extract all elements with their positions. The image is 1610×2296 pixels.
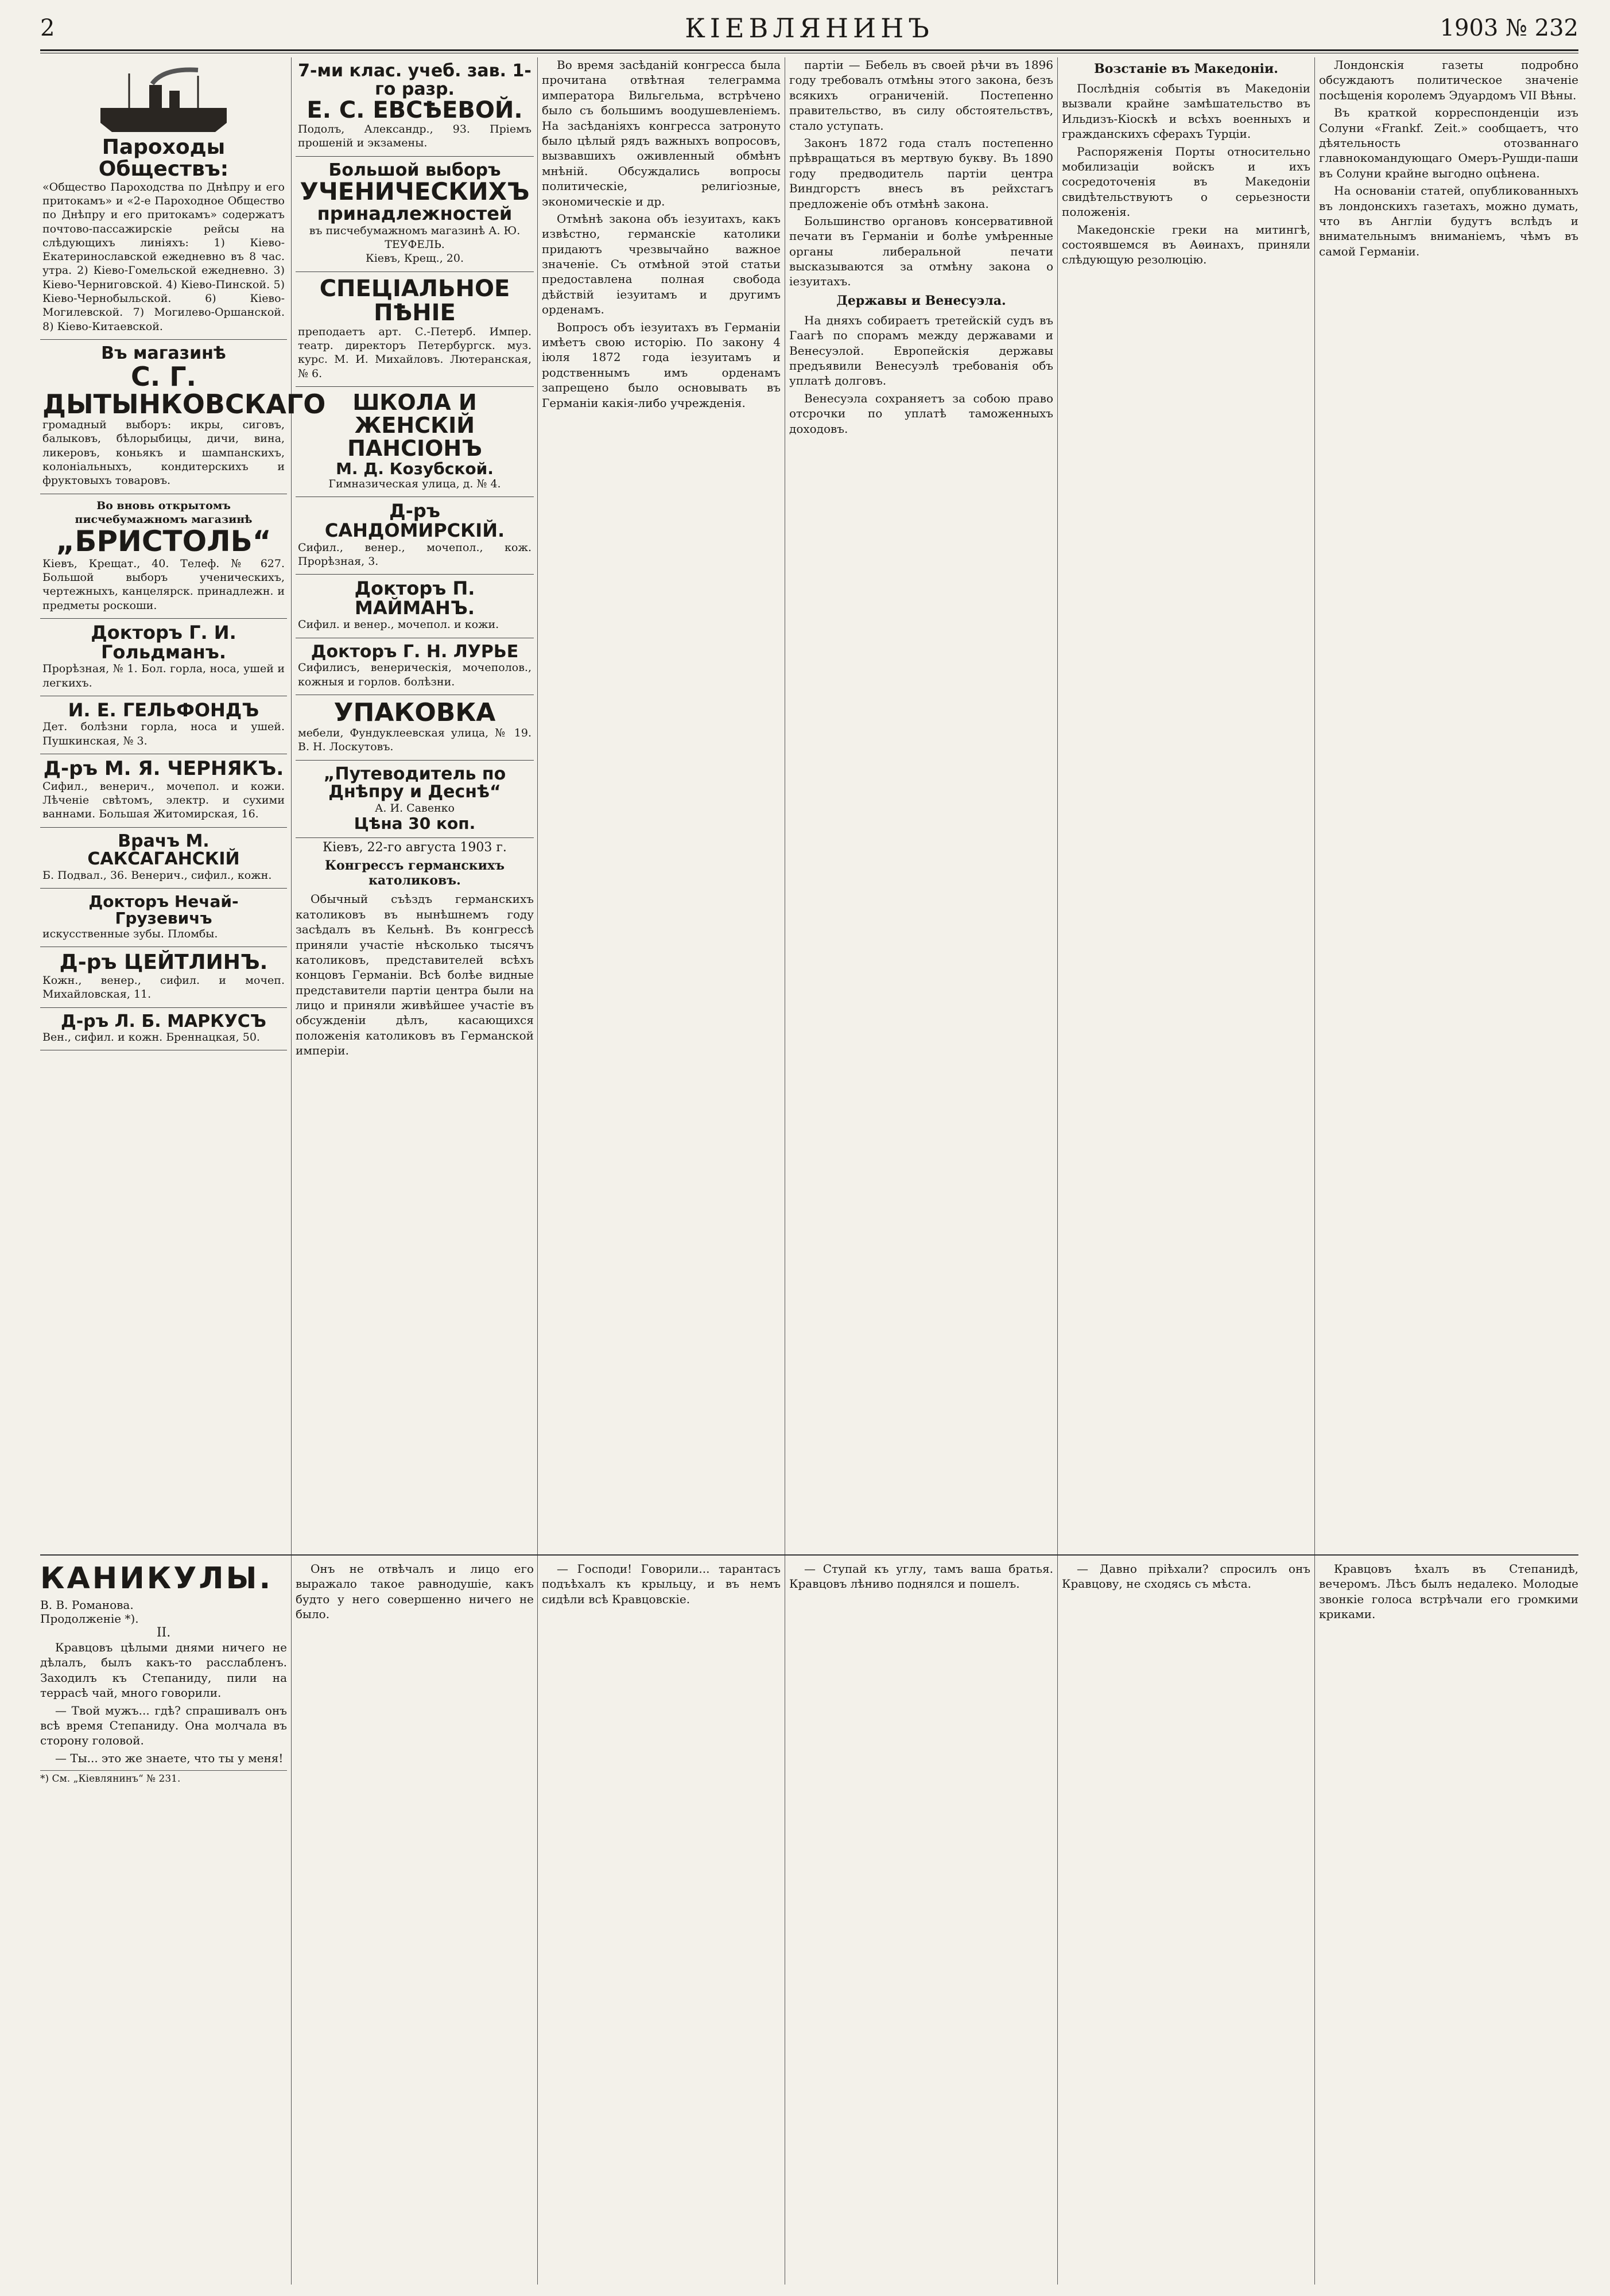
masthead — [40, 10, 1578, 45]
article-title: Конгрессъ германскихъ католиковъ. — [325, 858, 505, 889]
article-body — [296, 891, 534, 1058]
packing-head: УПАКОВКА — [333, 697, 496, 727]
column-divider — [1057, 57, 1058, 2285]
steamship-icon — [95, 62, 232, 137]
page-number: 2 — [40, 15, 55, 41]
paragraph: Вопросъ объ іезуитахъ въ Германіи имѣетъ свою исторію. По закону 4 іюля 1872 года іезуитамъ и родственнымъ имъ орденамъ запрещено было основывать въ Германіи какія-либо учрежденія. — [542, 320, 781, 410]
supplies-addr: Кіевъ, Крещ., 20. — [366, 252, 464, 265]
doctor-name: Докторъ Г. И. Гольдманъ. — [91, 622, 236, 663]
bristol-text: Кіевъ, Крещат., 40. Телеф. № 627. Большой выборъ ученическихъ, чертежныхъ, канцелярск. принадлежн. и предметы роскоши. — [42, 557, 285, 612]
doctor-text: Сифил., венерич., мочепол. и кожи. Лѣченіе свѣтомъ, электр. и сухими ваннами. Большая Житомирская, 16. — [42, 779, 285, 821]
packing-ad — [296, 695, 534, 761]
doctor-name: И. Е. ГЕЛЬФОНДЪ — [68, 699, 259, 721]
supplies-head: Большой выборъ — [328, 160, 501, 180]
school-ad — [296, 57, 534, 157]
masthead-rule — [40, 49, 1578, 53]
doctor-name: Д-ръ Л. Б. МАРКУСЪ — [60, 1011, 266, 1031]
column-divider — [1314, 57, 1315, 2285]
doctor-ad — [40, 696, 287, 754]
paragraph: Македонскіе греки на митингѣ, состоявшемся въ Аѳинахъ, приняли слѣдующую резолюцію. — [1062, 222, 1310, 267]
doctor-ad — [296, 575, 534, 638]
doctor-ad — [40, 828, 287, 889]
article-column — [1062, 57, 1310, 1550]
feuilleton-column — [542, 1561, 781, 2285]
doctor-name: Докторъ Нечай-Грузевичъ — [88, 892, 239, 928]
pension-addr: Гимназическая улица, д. № 4. — [328, 478, 501, 491]
pension-ad — [296, 387, 534, 497]
paragraph: — Господи! Говорили... тарантасъ подъѣхалъ къ крыльцу, и въ немъ сидѣли всѣ Кравцовскіе. — [542, 1562, 781, 1606]
feuilleton-column — [1062, 1561, 1310, 2285]
doctor-ad — [40, 1008, 287, 1051]
bristol-name: „БРИСТОЛЬ“ — [56, 525, 271, 559]
paragraph: — Ступай къ углу, тамъ ваша братья. Кравцовъ лѣниво поднялся и пошелъ. — [789, 1562, 1053, 1591]
doctor-text: Сифил. и венер., мочепол. и кожи. — [298, 618, 499, 631]
doctor-ad — [296, 497, 534, 575]
doctor-ad — [40, 754, 287, 828]
guide-price: Цѣна 30 коп. — [354, 813, 476, 833]
paragraph: Кравцовъ ѣхалъ въ Степанидѣ, вечеромъ. Лѣсъ былъ недалеко. Молодые звонкіе голоса встрѣчали его громкими криками. — [1319, 1562, 1578, 1622]
ads-column-right — [296, 57, 534, 1550]
school-head: 7-ми клас. учеб. зав. 1-го разр. — [298, 61, 532, 99]
feuilleton-column — [296, 1561, 534, 2285]
steamers-title: Пароходы Обществъ: — [98, 135, 229, 181]
paragraph: партіи — Бебель въ своей рѣчи въ 1896 году требовалъ отмѣны этого закона, безъ всякихъ ограниченій. Постепенно правительство, въ силу обстоятельствъ, стало уступать. — [789, 58, 1053, 133]
article-column — [789, 57, 1053, 1550]
dytynkovsky-ad — [40, 340, 326, 494]
guide-head: „Путеводитель по Днѣпру и Деснѣ“ — [323, 763, 506, 802]
doctor-text: Прорѣзная, № 1. Бол. горла, носа, ушей и легкихъ. — [42, 662, 285, 689]
shop-text: громадный выборъ: икры, сиговъ, балыковъ, бѣлорыбицы, дичи, вина, ликеровъ, коньякъ и шампанскихъ, колоніальныхъ, кондитерскихъ и фруктовыхъ товаровъ. — [42, 418, 285, 487]
doctor-text: Вен., сифил. и кожн. Бреннацкая, 50. — [42, 1031, 260, 1044]
guide-ad — [296, 761, 534, 839]
paragraph: На основаніи статей, опубликованныхъ въ лондонскихъ газетахъ, можно думать, что въ Англіи будутъ вслѣдъ и внимательнымъ вниманіемъ, чѣмъ въ самой Германіи. — [1319, 184, 1578, 258]
school-text: Подолъ, Александр., 93. Пріемъ прошеній и экзамены. — [298, 123, 532, 150]
doctor-text: Сифил., венер., мочепол., кож. Прорѣзная, 3. — [298, 541, 532, 568]
bristol-ad — [40, 494, 287, 619]
paragraph: — Давно пріѣхали? спросилъ онъ Кравцову, не сходясь съ мѣста. — [1062, 1562, 1310, 1591]
paragraph: На дняхъ собираетъ третейскій судъ въ Гаагѣ по спорамъ между державами и Венесуэлой. Европейскія державы предъявили Венесуэлѣ требованія объ уплатѣ долговъ. — [789, 313, 1053, 388]
article-column — [542, 57, 781, 1550]
doctor-ad — [40, 947, 287, 1007]
paragraph: Венесуэла сохраняетъ за собою право отсрочки по уплатѣ таможенныхъ доходовъ. — [789, 391, 1053, 436]
article-title: Возстаніе въ Македоніи. — [1094, 61, 1278, 76]
shop-intro: Въ магазинѣ — [101, 343, 226, 364]
feuilleton-body — [40, 1640, 287, 1766]
singing-head: СПЕЦІАЛЬНОЕ ПѢНІЕ — [319, 275, 510, 326]
paragraph: Законъ 1872 года сталъ постепенно прѣвращаться въ мертвую букву. Въ 1890 году предводитель партіи центра Виндгорстъ внесъ въ рейхстагъ предложеніе объ отмѣнѣ закона. — [789, 135, 1053, 211]
school-name: Е. С. ЕВСѢЕВОЙ. — [307, 97, 523, 123]
doctor-ad — [40, 889, 287, 947]
dateline: Кіевъ, 22-го августа 1903 г. — [323, 840, 507, 855]
paragraph: — Ты... это же знаете, что ты у меня! — [55, 1751, 284, 1765]
issue-number: 1903 № 232 — [1440, 15, 1578, 41]
feuilleton-column — [1319, 1561, 1578, 2285]
feuilleton-author: В. В. Романова. — [40, 1598, 134, 1612]
doctor-text: Б. Подвал., 36. Венерич., сифил., кожн. — [42, 868, 272, 882]
feuilleton-divider — [40, 1554, 1578, 1556]
steamers-ad — [40, 57, 287, 340]
paragraph: Большинство органовъ консервативной печати въ Германіи и болѣе умѣренные органы либеральной печати высказываются за отмѣну закона о іезуитахъ. — [789, 214, 1053, 289]
steamers-text: «Общество Пароходства по Днѣпру и его притокамъ» и «2-е Пароходное Общество по Днѣпру и его притокамъ» содержатъ почтово-пассажирскіе рейсы на слѣдующихъ линіяхъ: 1) Кіево-Екатеринославской ежедневно въ 8 час. утра. 2) Кіево-Гомельской ежедневно. 3) Кіево-Черниговской. 4) Кіево-Пинской. 5) Кіево-Чернобыльской. 6) Кіево-Могилевской. 7) Могилево-Оршанской. 8) Кіево-Китаевской. — [42, 180, 285, 333]
paragraph: Распоряженія Порты относительно мобилизаціи войскъ и ихъ сосредоточенія въ Македоніи свидѣтельствуютъ о серьезности положенія. — [1062, 144, 1310, 219]
supplies-ad — [296, 157, 534, 272]
singing-text: преподаетъ арт. С.-Петерб. Импер. театр. директоръ Петербургск. муз. курс. М. И. Михайловъ. Лютеранская, № 6. — [298, 325, 532, 380]
guide-author: А. И. Савенко — [375, 801, 455, 815]
doctor-name: Докторъ П. МАЙМАНЪ. — [354, 577, 475, 619]
feuilleton-footnote: *) См. „Кіевлянинъ“ № 231. — [40, 1770, 287, 1785]
feuilleton-note: Продолженіе *). — [40, 1612, 139, 1626]
doctor-text: Сифилисъ, венерическія, мочеполов., кожныя и горлов. болѣзни. — [298, 661, 532, 688]
paragraph: Отмѣнѣ закона объ іезуитахъ, какъ извѣстно, германскіе католики придаютъ чрезвычайно важное значеніе. Съ отмѣной этой статьи предоставлена полная свобода дѣйствій іезуитамъ и другимъ орденамъ. — [542, 211, 781, 317]
newspaper-title: КІЕВЛЯНИНЪ — [685, 13, 934, 44]
column-divider — [537, 57, 538, 2285]
doctor-name: Д-ръ САНДОМИРСКІЙ. — [324, 500, 505, 541]
article-column — [1319, 57, 1578, 1550]
doctor-name: Докторъ Г. Н. ЛУРЬЕ — [311, 641, 519, 662]
feuilleton-title: КАНИКУЛЫ. — [40, 1561, 273, 1596]
ads-column-left — [40, 57, 326, 1550]
feuilleton-part: II. — [156, 1626, 171, 1640]
paragraph: Послѣднія событія въ Македоніи вызвали крайне замѣшательство въ Ильдизъ-Кіоскѣ и всѣхъ военныхъ и гражданскихъ сферахъ Турціи. — [1062, 82, 1310, 141]
supplies-shop: въ писчебумажномъ магазинѣ А. Ю. ТЕУФЕЛЬ. — [309, 224, 521, 251]
doctor-ad — [296, 638, 534, 695]
paragraph: Лондонскія газеты подробно обсуждаютъ политическое значеніе посѣщенія королемъ Эдуардомъ VII Вѣны. — [1319, 58, 1578, 102]
pension-name: М. Д. Козубской. — [336, 459, 494, 478]
packing-text: мебели, Фундуклеевская улица, № 19. В. Н. Лоскутовъ. — [298, 727, 532, 754]
doctor-text: Кожн., венер., сифил. и мочеп. Михайловская, 11. — [42, 974, 285, 1001]
paragraph: — Твой мужъ... гдѣ? спрашивалъ онъ всѣ время Степаниду. Она молчала въ сторону головой. — [40, 1703, 287, 1748]
singing-ad — [296, 272, 534, 387]
feuilleton-column — [789, 1561, 1053, 2285]
doctor-name: Д-ръ ЦЕЙТЛИНЪ. — [59, 951, 268, 975]
paragraph: Кравцовъ цѣлыми днями ничего не дѣлалъ, былъ какъ-то расслабленъ. Заходилъ къ Степаниду, пили на террасѣ чай, много говорили. — [40, 1640, 287, 1700]
feuilleton-column — [40, 1561, 287, 2285]
paragraph: Онъ не отвѣчалъ и лицо его выражало такое равнодушіе, какъ будто у него совершенно ничего не было. — [296, 1562, 534, 1622]
shop-name: С. Г. ДЫТЫНКОВСКАГО — [42, 360, 326, 420]
doctor-text: искусственные зубы. Пломбы. — [42, 927, 218, 940]
article-title: Державы и Венесуэла. — [836, 293, 1006, 308]
paragraph: Обычный съѣздъ германскихъ католиковъ въ нынѣшнемъ году засѣдалъ въ Кельнѣ. Въ конгрессѣ приняли участіе нѣсколько тысячъ католиковъ, представителей всѣхъ концовъ Германіи. Всѣ болѣе видные представители партіи центра были на лицо и приняли живѣйшее участіе въ обсужденіи дѣлъ, касающихся положенія католиковъ въ Германской имперіи. — [296, 892, 534, 1058]
pension-head: ШКОЛА И ЖЕНСКІЙ ПАНСІОНЪ — [347, 390, 482, 461]
bristol-intro: Во вновь открытомъ писчебумажномъ магазинѣ — [75, 499, 253, 526]
doctor-ad — [40, 619, 287, 696]
supplies-sub: принадлежностей — [317, 203, 513, 225]
supplies-name: УЧЕНИЧЕСКИХЪ — [300, 177, 530, 206]
paragraph: Въ краткой корреспонденціи изъ Солуни «Frankf. Zeit.» сообщаетъ, что дѣятельность отозваннаго главнокомандующаго Омеръ-Рушди-паши въ Солуни крайне выгодно оцѣнена. — [1319, 106, 1578, 180]
doctor-name: Д-ръ М. Я. ЧЕРНЯКЪ. — [43, 757, 284, 781]
doctor-text: Дет. болѣзни горла, носа и ушей. Пушкинская, № 3. — [42, 720, 285, 747]
doctor-name: Врачъ М. САКСАГАНСКІЙ — [87, 831, 240, 870]
paragraph: Во время засѣданій конгресса была прочитана отвѣтная телеграмма императора Вильгельма, встрѣчено было съ большимъ воодушевленіемъ. На засѣданіяхъ конгресса затронуто было цѣлый рядъ важныхъ вопросовъ, вызвавшихъ оживленный обмѣнъ мнѣній. Обсуждались вопросы политическіе, религіозные, экономическіе и др. — [542, 58, 781, 208]
